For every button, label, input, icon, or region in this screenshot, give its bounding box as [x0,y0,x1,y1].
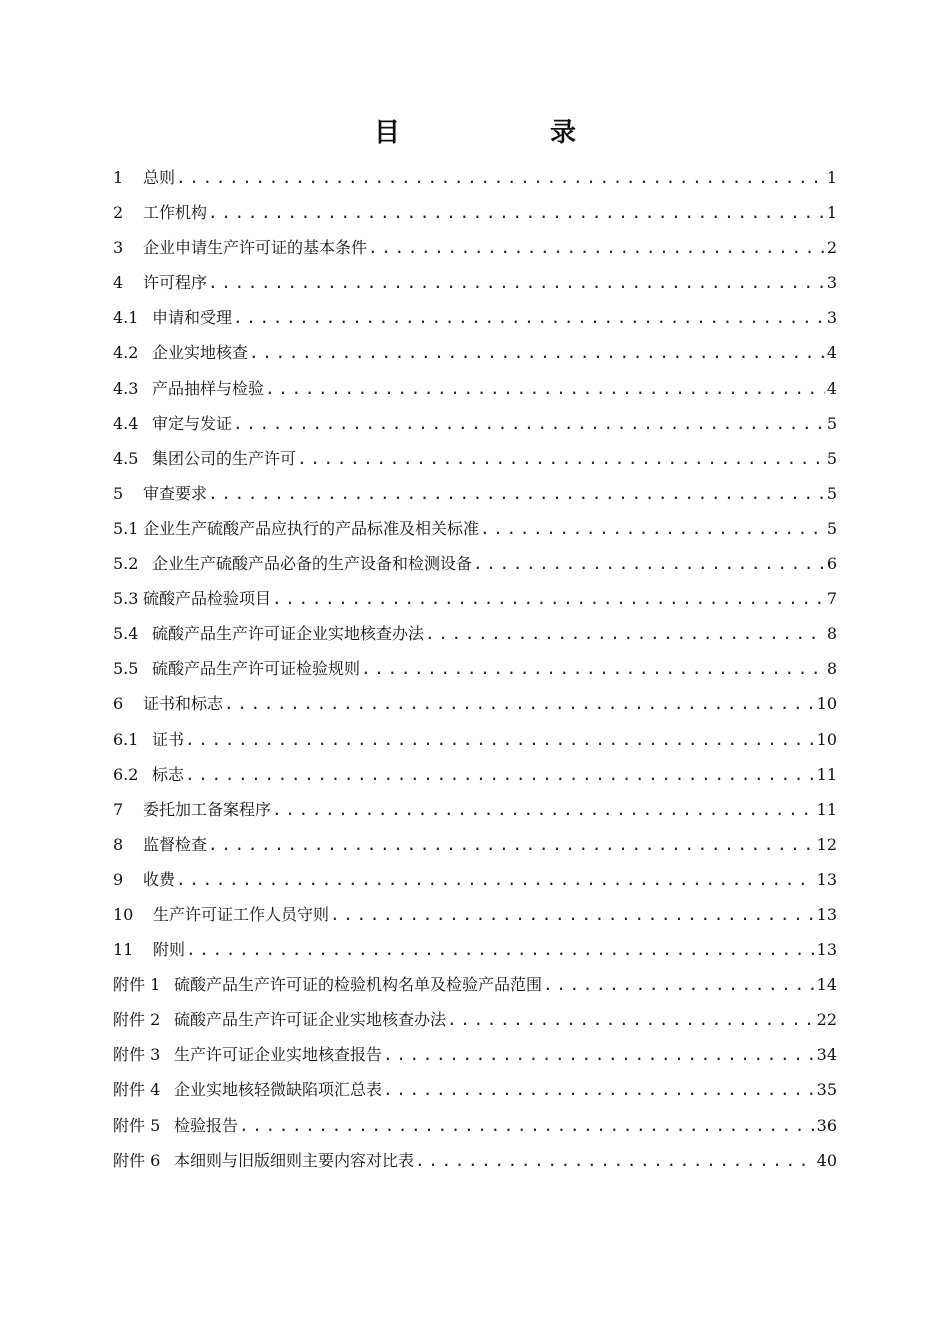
toc-entry-text: 生产许可证企业实地核查报告 [174,1045,383,1065]
toc-entry[interactable] [113,371,837,406]
toc-entry-number: 附件 5 [113,1115,161,1135]
toc-entry[interactable] [113,722,837,757]
toc-entry-page-number: 5 [826,483,837,503]
toc-dot-leader [368,230,825,265]
toc-entry[interactable] [113,300,837,335]
toc-entry-page-number: 36 [816,1115,837,1135]
toc-entry-page-number: 8 [826,624,837,644]
toc-entry-page-number: 4 [826,378,837,398]
toc-entry-number: 6.1 [113,729,139,749]
toc-list [113,160,837,1178]
toc-entry[interactable] [113,230,837,265]
toc-entry-page-number: 7 [826,589,837,609]
toc-dot-leader [543,967,815,1002]
toc-entry-text: 企业生产硫酸产品应执行的产品标准及相关标准 [143,518,480,538]
toc-dot-leader [208,476,825,511]
toc-entry-number: 3 [113,238,124,258]
toc-entry[interactable] [113,862,837,897]
toc-entry-number: 7 [113,799,124,819]
toc-entry-text: 许可程序 [143,273,208,293]
toc-entry-number: 9 [113,869,124,889]
toc-entry-number: 4.4 [113,413,139,433]
toc-dot-leader [383,1072,815,1107]
toc-entry-text: 企业申请生产许可证的基本条件 [143,238,368,258]
toc-entry[interactable] [113,511,837,546]
toc-entry-page-number: 34 [816,1045,837,1065]
toc-entry-text: 证书和标志 [143,694,224,714]
toc-entry-page-number: 10 [816,694,837,714]
toc-entry-text: 硫酸产品生产许可证的检验机构名单及检验产品范围 [174,975,543,995]
toc-entry-page-number: 13 [816,869,837,889]
toc-entry-number: 附件 4 [113,1080,161,1100]
toc-dot-leader [447,1002,815,1037]
toc-entry[interactable] [113,1037,837,1072]
toc-dot-leader [208,195,825,230]
toc-entry-text: 硫酸产品生产许可证检验规则 [152,659,361,679]
toc-entry-number: 2 [113,203,124,223]
toc-entry-number: 11 [113,940,134,960]
toc-entry[interactable] [113,932,837,967]
toc-entry-text: 标志 [152,764,185,784]
toc-entry-text: 附则 [153,940,186,960]
toc-entry-text: 本细则与旧版细则主要内容对比表 [174,1150,415,1170]
toc-entry-number: 4.3 [113,378,139,398]
toc-entry[interactable] [113,441,837,476]
toc-entry[interactable] [113,335,837,370]
toc-dot-leader [185,722,815,757]
toc-entry-text: 工作机构 [143,203,208,223]
toc-entry-text: 硫酸产品检验项目 [143,589,272,609]
toc-entry-text: 总则 [143,168,176,187]
toc-entry-number: 5.2 [113,554,139,574]
toc-entry-number: 6.2 [113,764,139,784]
toc-entry-page-number: 5 [826,448,837,468]
toc-entry-page-number: 5 [826,413,837,433]
toc-entry[interactable] [113,686,837,721]
toc-entry-page-number: 13 [816,904,837,924]
toc-entry-page-number: 4 [826,343,837,363]
toc-entry-number: 5.4 [113,624,139,644]
toc-dot-leader [265,371,825,406]
toc-dot-leader [176,160,825,195]
toc-entry-number: 附件 2 [113,1010,161,1030]
toc-entry-number: 4.1 [113,308,139,328]
toc-entry-text: 检验报告 [174,1115,239,1135]
toc-entry-number: 1 [113,168,124,187]
toc-entry[interactable] [113,406,837,441]
toc-dot-leader [272,792,815,827]
toc-entry[interactable] [113,160,837,195]
toc-entry[interactable] [113,792,837,827]
toc-entry[interactable] [113,897,837,932]
toc-entry-text: 企业实地核查 [152,343,249,363]
toc-entry[interactable] [113,476,837,511]
toc-entry-page-number: 2 [826,238,837,258]
toc-entry-page-number: 12 [816,834,837,854]
toc-dot-leader [233,300,825,335]
toc-dot-leader [233,406,825,441]
toc-entry[interactable] [113,1072,837,1107]
toc-dot-leader [185,757,815,792]
toc-entry-page-number: 14 [816,975,837,995]
toc-entry[interactable] [113,1108,837,1143]
toc-entry-page-number: 6 [826,554,837,574]
toc-dot-leader [249,335,825,370]
toc-entry[interactable] [113,1143,837,1178]
toc-dot-leader [383,1037,815,1072]
toc-entry-page-number: 22 [816,1010,837,1030]
toc-entry-number: 10 [113,904,134,924]
toc-entry-text: 生产许可证工作人员守则 [153,904,330,924]
toc-entry-page-number: 1 [826,168,837,187]
toc-entry-page-number: 3 [826,308,837,328]
toc-entry-page-number: 11 [816,799,837,819]
toc-entry-text: 企业实地核轻微缺陷项汇总表 [174,1080,383,1100]
toc-entry-page-number: 35 [816,1080,837,1100]
toc-entry[interactable] [113,757,837,792]
toc-entry-page-number: 8 [826,659,837,679]
toc-entry-text: 证书 [152,729,185,749]
toc-dot-leader [208,827,815,862]
toc-entry-text: 集团公司的生产许可 [152,448,297,468]
toc-entry[interactable] [113,651,837,686]
toc-dot-leader [239,1108,815,1143]
toc-dot-leader [208,265,825,300]
toc-entry-page-number: 11 [816,764,837,784]
toc-entry-page-number: 13 [816,940,837,960]
toc-entry-number: 5.1 [113,518,139,538]
toc-entry[interactable] [113,616,837,651]
toc-entry-number: 8 [113,834,124,854]
toc-dot-leader [361,651,825,686]
toc-entry[interactable] [113,1002,837,1037]
toc-dot-leader [272,581,825,616]
toc-entry[interactable] [113,195,837,230]
toc-entry-number: 5.5 [113,659,139,679]
toc-entry-number: 4.5 [113,448,139,468]
toc-entry-number: 附件 3 [113,1045,161,1065]
toc-entry-number: 5.3 [113,589,139,609]
toc-entry[interactable] [113,265,837,300]
toc-title: 目 录 [373,118,638,148]
toc-dot-leader [480,511,825,546]
toc-dot-leader [186,932,815,967]
toc-entry-text: 企业生产硫酸产品必备的生产设备和检测设备 [152,554,473,574]
toc-entry-text: 委托加工备案程序 [143,799,272,819]
toc-entry[interactable] [113,581,837,616]
toc-dot-leader [415,1143,815,1178]
toc-entry-number: 附件 6 [113,1150,161,1170]
toc-entry-text: 审定与发证 [152,413,233,433]
toc-entry-number: 4.2 [113,343,139,363]
toc-entry-text: 审查要求 [143,483,208,503]
toc-entry-text: 硫酸产品生产许可证企业实地核查办法 [152,624,425,644]
toc-entry-number: 4 [113,273,124,293]
toc-entry-text: 硫酸产品生产许可证企业实地核查办法 [174,1010,447,1030]
toc-dot-leader [473,546,825,581]
toc-entry[interactable] [113,827,837,862]
toc-dot-leader [425,616,825,651]
toc-entry-text: 监督检查 [143,834,208,854]
toc-entry[interactable] [113,546,837,581]
toc-entry-text: 产品抽样与检验 [152,378,265,398]
toc-entry-text: 申请和受理 [152,308,233,328]
toc-entry-page-number: 3 [826,273,837,293]
toc-entry-number: 5 [113,483,124,503]
toc-entry-text: 收费 [143,869,176,889]
toc-dot-leader [224,686,815,721]
toc-entry-page-number: 10 [816,729,837,749]
toc-entry-page-number: 1 [826,203,837,223]
toc-entry-page-number: 40 [816,1150,837,1170]
toc-dot-leader [176,862,815,897]
toc-entry[interactable] [113,967,837,1002]
toc-dot-leader [297,441,825,476]
toc-entry-page-number: 5 [826,518,837,538]
toc-entry-number: 6 [113,694,124,714]
toc-entry-number: 附件 1 [113,975,161,995]
toc-dot-leader [330,897,815,932]
